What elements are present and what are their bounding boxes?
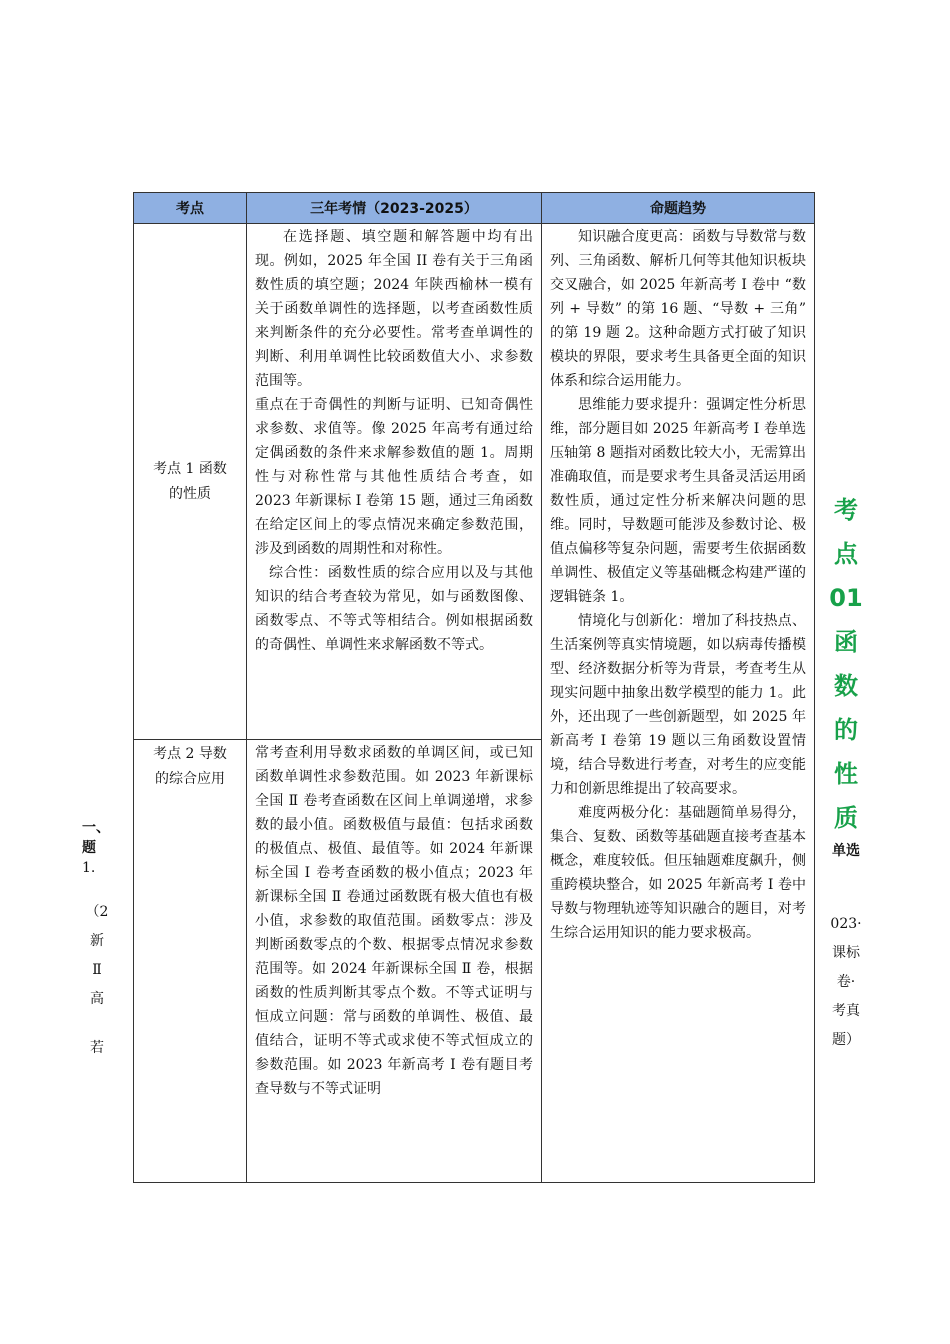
trend-cell	[542, 224, 815, 1183]
trend-para-1: 知识融合度更高：函数与导数常与数列、三角函数、解析几何等其他知识板块交叉融合，如 2025 年新高考 Ⅰ 卷中 “数列 + 导数” 的第 16 题、“导数 + 三角” 的第 19 题 2。这种命题方式打破了知识模块的界限，要求考生具备更全面的知识体系和综合运用能力。	[550, 229, 806, 389]
side-left-fragments	[82, 818, 112, 1063]
table-row	[134, 224, 815, 740]
exam-analysis-table	[133, 192, 815, 1183]
side-title-char: 质	[834, 804, 858, 832]
trend-para-3: 情境化与创新化：增加了科技热点、生活案例等真实情境题，如以病毒传播模型、经济数据分析等为背景，考查考生从现实问题中抽象出数学模型的能力 1。此外，还出现了一些创新题型，如 2025 年新高考 Ⅰ 卷第 19 题以三角函数设置情境，结合导数进行考查，对考生的应变能力和创新思维提出了较高要求。	[550, 613, 806, 797]
side-left-heading-2: 题	[82, 840, 96, 856]
trend-para-4: 难度两极分化：基础题简单易得分，集合、复数、函数等基础题直接考查基本概念，难度较低。但压轴题难度飙升，侧重跨模块整合，如 2025 年新高考 Ⅰ 卷中导数与物理轨迹等知识融合的题目，对考生综合运用知识的能力要求极高。	[550, 805, 806, 941]
topic-1-line-1: 考点 1 函数	[153, 460, 227, 477]
side-right-fragment: 考真	[832, 1003, 860, 1019]
side-title-char: 数	[834, 672, 858, 700]
side-left-fragment: 若	[90, 1040, 104, 1056]
side-right-fragments	[826, 910, 866, 1055]
side-vertical-title	[826, 488, 866, 840]
topic-2-line-2: 的综合应用	[155, 771, 225, 787]
situation-2-para-1: 常考查利用导数求函数的单调区间，或已知函数单调性求参数范围。如 2023 年新课标全国 Ⅱ 卷考查函数在区间上单调递增，求参数的最小值。函数极值与最值：包括求函数的极值点、极值、最值等。如 2024 年新课标全国 Ⅰ 卷考查函数的极小值点；2023 年新课标全国 Ⅱ 卷通过函数既有极大值也有极小值，求参数的取值范围。函数零点：涉及判断函数零点的个数、根据零点情况求参数范围等。如 2024 年新课标全国 Ⅱ 卷，根据函数的性质判断其零点个数。不等式证明与恒成立问题：常与函数的单调性、极值、最值结合，证明不等式或求使不等式恒成立的参数范围。如 2023 年新高考 Ⅰ 卷有题目考查导数与不等式证明	[255, 745, 533, 1097]
side-right-fragment: 课标	[832, 945, 860, 961]
situation-1-para-1: 在选择题、填空题和解答题中均有出现。例如，2025 年全国 II 卷有关于三角函数性质的填空题；2024 年陕西榆林一模有关于函数单调性的选择题，以考查函数性质来判断条件的充分必要性。常考查单调性的判断、利用单调性比较函数值大小、求参数范围等。	[255, 229, 533, 389]
header-topic: 考点	[134, 193, 247, 224]
header-three-year-situation: 三年考情（2023-2025）	[247, 193, 542, 224]
situation-1-para-3: 综合性：函数性质的综合应用以及与其他知识的结合考查较为常见，如与函数图像、函数零点、不等式等相结合。例如根据函数的奇偶性、单调性来求解函数不等式。	[255, 565, 533, 653]
side-title-char: 点	[834, 540, 858, 568]
side-title-char: 01	[829, 584, 863, 612]
side-left-fragment: （2	[85, 904, 109, 920]
side-left-fragment: Ⅱ	[92, 962, 102, 978]
side-left-fragment: 新	[90, 933, 104, 949]
side-right-fragment: 卷·	[836, 974, 856, 990]
situation-1-para-2: 重点在于奇偶性的判断与证明、已知奇偶性求参数、求值等。像 2025 年高考有通过给定偶函数的条件来求解参数值的题 1。周期性与对称性常与其他性质结合考查，如 2023 年新课标 I 卷第 15 题，通过三角函数在给定区间上的零点情况来确定参数范围，涉及到函数的周期性和对称性。	[255, 397, 533, 557]
header-trend: 命题趋势	[542, 193, 815, 224]
topic-cell-2	[134, 740, 247, 1183]
topic-2-line-1: 考点 2 导数	[153, 746, 227, 762]
side-title-char: 的	[834, 716, 858, 744]
situation-cell-1	[247, 224, 542, 740]
situation-cell-2	[247, 740, 542, 1183]
side-left-fragment: 高	[90, 991, 104, 1007]
topic-1-line-2: 的性质	[169, 485, 211, 502]
side-title-char: 性	[834, 760, 858, 788]
side-title-char: 考	[834, 496, 858, 524]
table-header-row	[134, 193, 815, 224]
side-left-heading: 一、	[82, 820, 110, 836]
trend-para-2: 思维能力要求提升：强调定性分析思维，部分题目如 2025 年新高考 Ⅰ 卷单选压轴第 8 题指对函数比较大小，无需算出准确取值，而是要求考生具备灵活运用函数性质，通过定性分析来解决问题的思维。同时，导数题可能涉及参数讨论、极值点偏移等复杂问题，需要考生依据函数单调性、极值定义等基础概念构建严谨的逻辑链条 1。	[550, 397, 806, 605]
side-left-number: 1.	[82, 860, 96, 876]
side-right-fragment: 题）	[832, 1032, 860, 1048]
side-right-fragment: 023·	[830, 916, 862, 932]
side-section-label: 单选	[832, 843, 860, 859]
side-title-char: 函	[834, 628, 858, 656]
topic-cell-1	[134, 224, 247, 740]
